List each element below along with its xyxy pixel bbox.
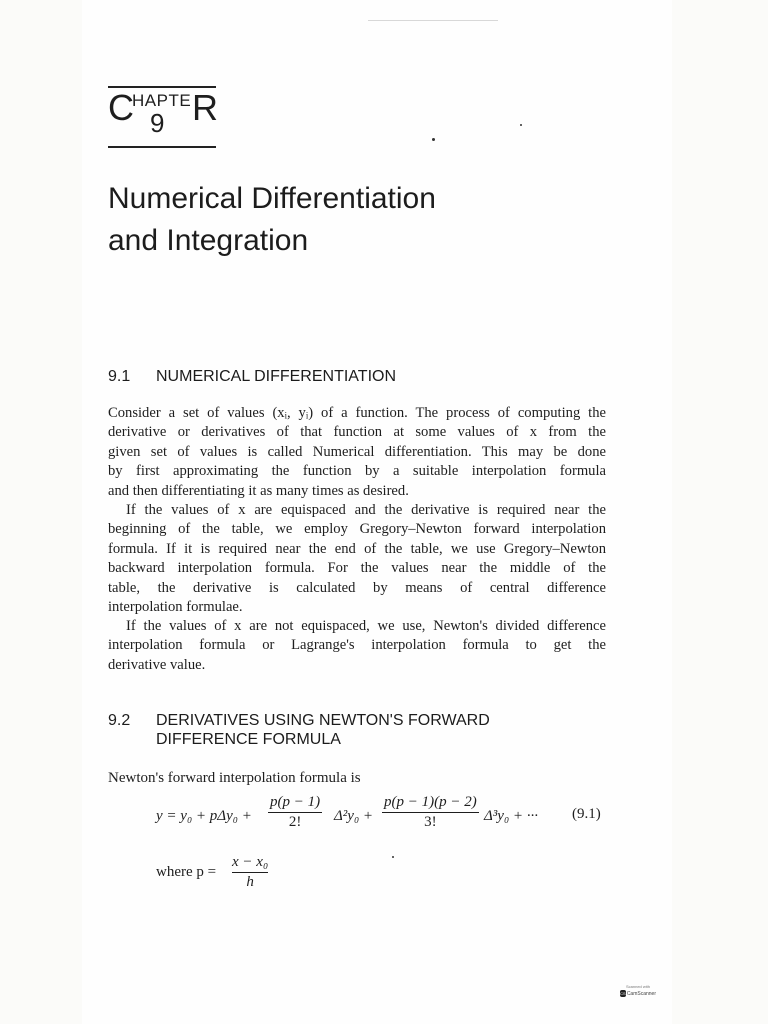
fraction-bar [232,872,268,873]
chapter-number: 9 [150,108,165,138]
text-line: Consider a set of values (xᵢ, yᵢ) of a function. The process of computing the [108,405,606,421]
scanner-brand [620,990,656,997]
text-line: table, the derivative is calculated by means of central difference [108,579,606,596]
equation-number: (9.1) [572,806,601,822]
fraction-numerator: p(p − 1) [270,794,321,810]
chapter-title [108,178,628,262]
fraction-second-order [268,794,322,831]
text-line: by first approximating the function by a suitable interpolation formula [108,463,606,480]
equation-9-1 [156,794,616,844]
fraction-bar [268,812,322,813]
paragraph-equispaced [108,501,606,617]
equation-term: Δ³y₀ + ··· [484,808,539,824]
text-line: derivative value. [108,656,206,673]
fraction-numerator: p(p − 1)(p − 2) [384,794,477,810]
fraction-third-order [382,794,479,831]
chapter-letter-r: R [192,87,218,128]
fraction-p [232,854,268,891]
equation-term: Δ²y₀ + [334,808,374,824]
fraction-denominator: h [246,874,254,890]
chapter-word: HAPTE [132,91,192,110]
formula-intro: Newton's forward interpolation formula is [108,770,361,786]
text-line: backward interpolation formula. For the values near the middle of the [108,560,606,577]
text-line: interpolation formula or Lagrange's interpolation formula to get the [108,637,606,654]
where-clause [156,854,296,894]
text-line: If the values of x are equispaced and the derivative is required near the [126,502,606,518]
fraction-numerator: x − x₀ [232,854,269,870]
section-heading-9-1 [108,366,528,388]
section-title-line: DIFFERENCE FORMULA [156,731,341,748]
text-line: derivative or derivatives of that function at some values of x from the [108,424,606,441]
chapter-title-line: and Integration [108,224,309,257]
scanner-brand-name: CamScanner [626,990,656,997]
section-title: NUMERICAL DIFFERENTIATION [156,368,397,385]
page-top-mark [368,20,498,21]
fraction-denominator: 3! [424,814,437,830]
chapter-rule-bottom [108,146,216,148]
chapter-title-line: Numerical Differentiation [108,182,436,215]
text-line: interpolation formulae. [108,599,243,616]
section-title-line: DERIVATIVES USING NEWTON'S FORWARD [156,712,490,729]
equation-lhs: y = y₀ + pΔy₀ + [156,808,252,824]
speck [520,124,522,126]
text-line: beginning of the table, we employ Gregory–Newton forward interpolation [108,521,606,538]
text-line: formula. If it is required near the end of the table, we use Gregory–Newton [108,540,606,557]
camscanner-icon: CS [620,991,626,996]
text-line: given set of values is called Numerical differentiation. This may be done [108,443,606,460]
paragraph-intro [108,404,606,501]
chapter-letter-c: C [108,87,134,128]
paragraph-not-equispaced [108,617,606,675]
speck [432,138,435,141]
scanner-line: Scanned with [625,984,650,989]
scanner-watermark [620,984,656,1010]
text-line: and then differentiating it as many times as desired. [108,482,409,499]
fraction-bar [382,812,479,813]
section-heading-9-2 [108,710,548,752]
section-number: 9.2 [108,712,131,729]
text-line: If the values of x are not equispaced, we use, Newton's divided difference [126,618,606,634]
where-text: where p = [156,864,217,880]
section-number: 9.1 [108,368,131,385]
chapter-logo [108,86,220,152]
fraction-denominator: 2! [288,814,302,830]
speck [392,856,394,858]
